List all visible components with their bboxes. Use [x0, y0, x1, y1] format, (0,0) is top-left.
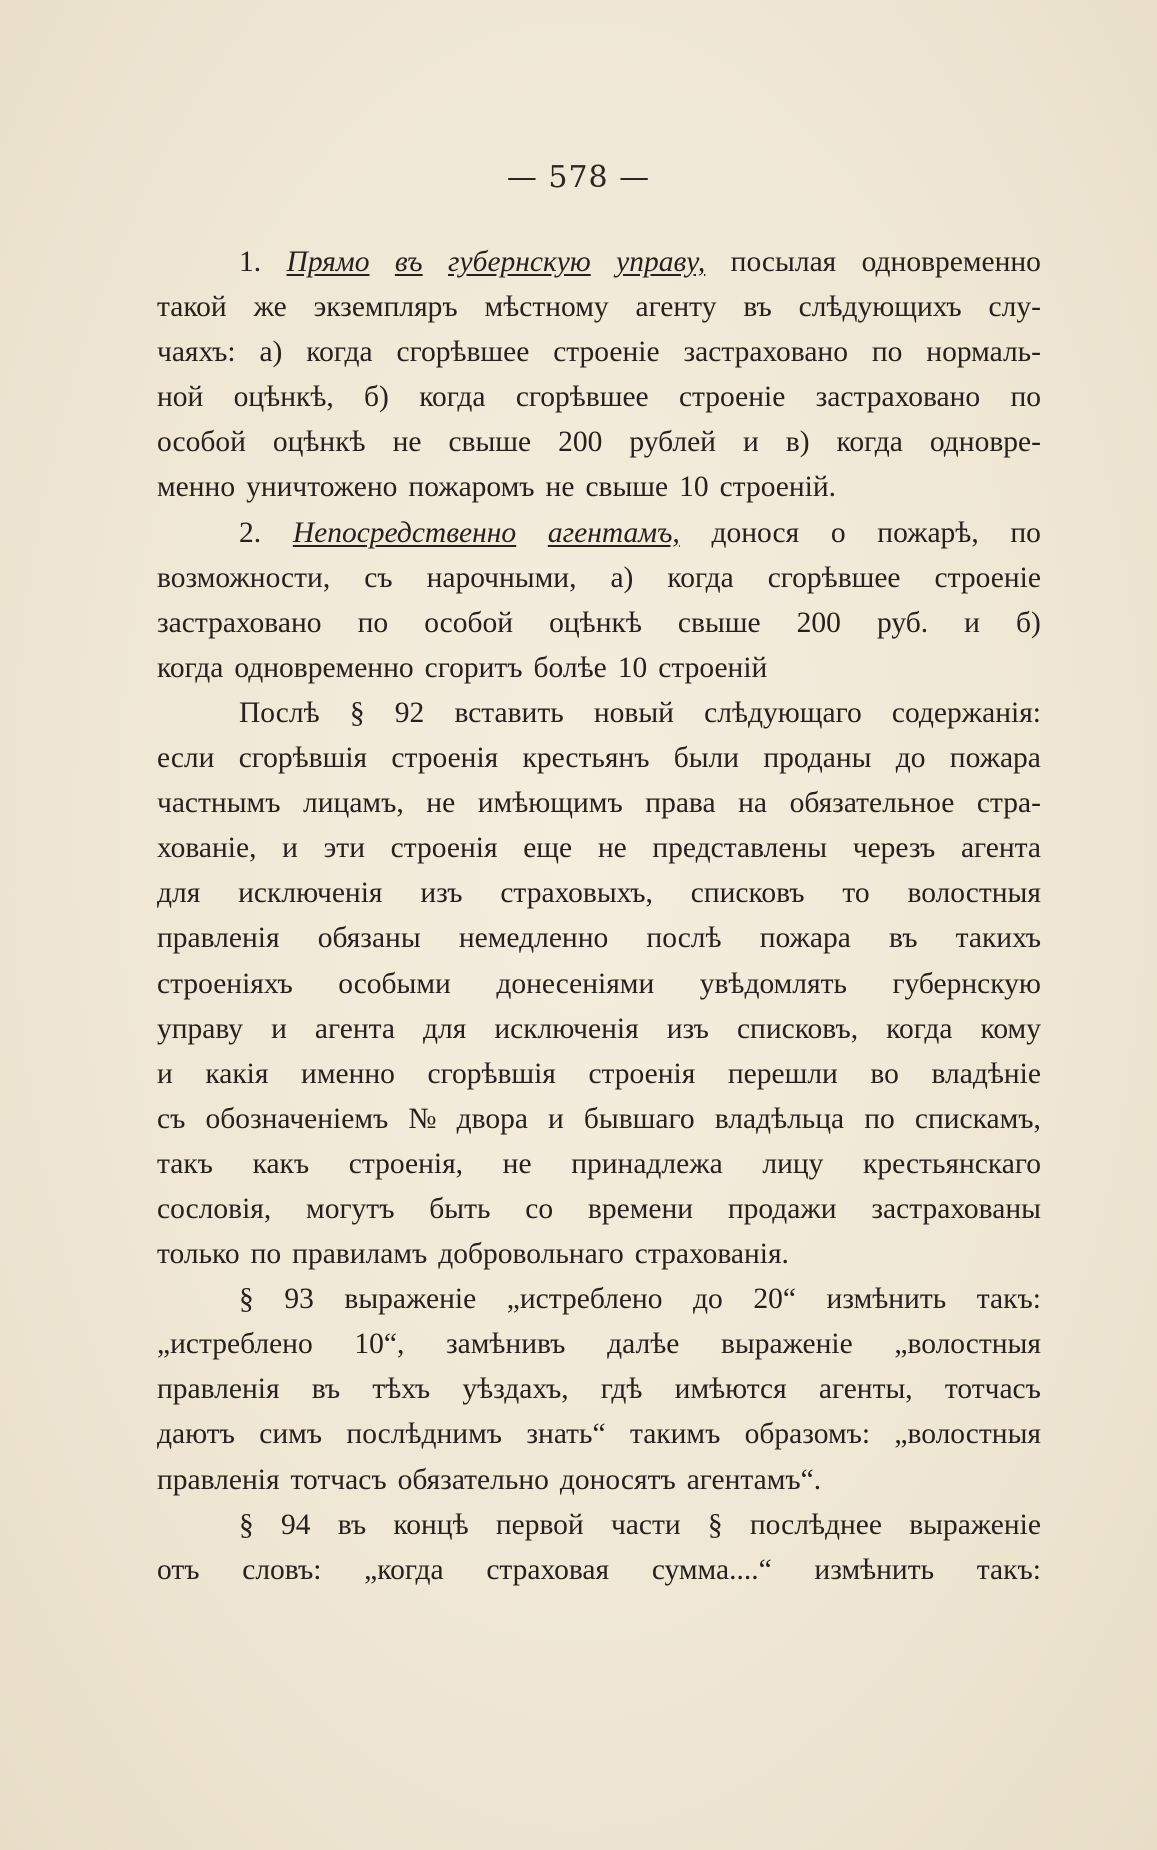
word: застраховано — [815, 381, 981, 414]
word: такъ: — [976, 1553, 1041, 1586]
word: не — [502, 1147, 532, 1180]
word: по — [1010, 516, 1041, 549]
word: эти — [323, 832, 365, 865]
word: руб. — [876, 606, 929, 639]
word: въ — [743, 291, 772, 324]
word: правиламъ — [292, 1238, 428, 1271]
word: чаяхъ: — [157, 336, 236, 369]
word: такъ — [157, 1147, 213, 1180]
word: возможности, — [157, 561, 331, 594]
word: и — [282, 832, 298, 865]
word: пожарѣ, — [877, 516, 979, 549]
word: съ — [364, 561, 393, 594]
word: и — [964, 606, 980, 639]
word: исключенія — [238, 877, 383, 910]
word: знать“ — [526, 1418, 606, 1451]
word: 92 — [394, 696, 425, 729]
word: со — [525, 1192, 554, 1225]
text-line — [157, 781, 1041, 826]
word: сгорѣвшія — [238, 742, 368, 775]
word: строеніе — [553, 336, 660, 369]
word: добровольнаго — [438, 1238, 624, 1271]
word: а) — [259, 336, 283, 369]
word: обязательно — [397, 1463, 549, 1496]
italic-word: въ — [394, 246, 423, 278]
word: свыше — [448, 426, 532, 459]
word: двора — [456, 1102, 528, 1135]
word: крестьянъ — [522, 742, 650, 775]
text-line — [157, 1458, 1041, 1503]
word: спискамъ, — [914, 1102, 1041, 1135]
word: правленія — [157, 922, 280, 955]
word: слѣдующихъ — [798, 291, 962, 324]
word: именно — [301, 1057, 395, 1090]
text-line — [157, 1232, 1041, 1277]
word: строеніе — [678, 381, 786, 414]
word: симъ — [259, 1418, 323, 1451]
word: б) — [1016, 606, 1041, 639]
word: сгоритъ — [424, 651, 523, 684]
word: представлены — [652, 832, 828, 865]
word: свыше — [585, 471, 669, 504]
word: строенія — [390, 832, 498, 865]
word: страховая — [486, 1553, 610, 1586]
word: и — [271, 1012, 287, 1045]
text-line — [157, 465, 1041, 510]
word: лицу — [762, 1147, 824, 1180]
text-line — [157, 1412, 1041, 1457]
word: по — [871, 336, 903, 369]
word: и — [742, 426, 759, 459]
word: § — [239, 1283, 254, 1316]
text-line — [157, 916, 1041, 961]
word: измѣнить — [826, 1283, 947, 1316]
text-line — [157, 1142, 1041, 1187]
word: сгорѣвшія — [427, 1057, 556, 1090]
word: еще — [523, 832, 573, 865]
word: 94 — [280, 1508, 311, 1541]
text-line — [157, 601, 1041, 646]
word: такихъ — [955, 922, 1041, 955]
word: изъ — [666, 1012, 709, 1045]
word: обязаны — [317, 922, 421, 955]
word: когда — [886, 1012, 953, 1045]
word: тотчасъ — [290, 1463, 387, 1496]
word: нарочными, — [426, 561, 577, 594]
word: 200 — [558, 426, 603, 459]
word: сумма....“ — [651, 1553, 772, 1586]
word: оцѣнкѣ — [549, 606, 642, 639]
word: времени — [587, 1192, 694, 1225]
word: свыше — [677, 606, 761, 639]
word: по — [1010, 381, 1041, 414]
word: нормаль- — [926, 336, 1041, 369]
word: „волостныя — [894, 1328, 1041, 1361]
word: если — [157, 742, 215, 775]
word: особой — [157, 426, 246, 459]
page-number: — 578 — — [506, 160, 651, 195]
word: въ — [337, 1508, 367, 1541]
word: такой — [157, 291, 227, 324]
word: рублей — [629, 426, 716, 459]
word: проданы — [763, 742, 872, 775]
word: 200 — [796, 606, 841, 639]
word: 10 — [617, 651, 648, 684]
word: принадлежа — [571, 1147, 723, 1180]
word: списковъ, — [736, 1012, 859, 1045]
word: застраховано — [157, 606, 322, 639]
word: Послѣ — [239, 696, 320, 729]
word: вставить — [454, 696, 564, 729]
italic-word: Непосредственно — [292, 516, 517, 549]
word: сгорѣвшее — [767, 561, 901, 594]
word: концѣ — [393, 1508, 469, 1541]
word: даютъ — [157, 1418, 235, 1451]
word: послѣднимъ — [346, 1418, 503, 1451]
word: когда — [157, 651, 224, 684]
word: лицамъ, — [303, 787, 404, 820]
word: слѣдующаго — [704, 696, 862, 729]
text-line — [157, 736, 1041, 781]
word: и — [157, 1057, 173, 1090]
word: агентамъ“. — [686, 1463, 822, 1496]
word: менно — [157, 471, 236, 504]
word: новый — [593, 696, 674, 729]
word: выраженіе — [344, 1283, 477, 1316]
word: были — [673, 742, 740, 775]
word: 10“, — [354, 1328, 405, 1361]
text-line — [157, 285, 1041, 330]
italic-word: губернскую — [448, 246, 591, 278]
text-line — [157, 1322, 1041, 1367]
word: имѣются — [674, 1373, 787, 1406]
word: черезъ — [852, 832, 936, 865]
word: строенія — [588, 1057, 696, 1090]
word: когда — [419, 381, 486, 414]
word: первой — [495, 1508, 584, 1541]
text-line — [157, 511, 1041, 556]
word: одновременно — [234, 651, 414, 684]
word: въ — [889, 922, 918, 955]
word: строеніе — [934, 561, 1041, 594]
word: до — [693, 1283, 723, 1316]
word: особыми — [338, 967, 451, 1000]
italic-word: Прямо — [286, 246, 370, 278]
word: „истреблено — [506, 1283, 663, 1316]
word: продажи — [727, 1192, 837, 1225]
word: ной — [157, 381, 204, 414]
word: 2. — [239, 516, 262, 549]
word: образомъ: — [744, 1418, 871, 1451]
word: сгорѣвшее — [515, 381, 649, 414]
word: быть — [429, 1192, 491, 1225]
text-line — [157, 1503, 1041, 1548]
word: исключенія — [494, 1012, 639, 1045]
word: § — [349, 696, 365, 729]
body-text — [157, 240, 1041, 1593]
word: когда — [836, 426, 903, 459]
word: пожара — [949, 742, 1041, 775]
word: не — [426, 787, 456, 820]
word: съ — [157, 1102, 186, 1135]
word: когда — [667, 561, 734, 594]
word: „когда — [364, 1553, 444, 1586]
word: въ — [311, 1373, 341, 1406]
word: губернскую — [892, 967, 1041, 1000]
word: стра- — [976, 787, 1041, 820]
word: послѣднее — [749, 1508, 882, 1541]
word: по — [357, 606, 389, 639]
word: хованіе, — [157, 832, 257, 865]
word: по — [250, 1238, 282, 1271]
word: не — [597, 832, 627, 865]
text-line — [157, 962, 1041, 1007]
word: агенты, — [818, 1373, 913, 1406]
word: увѣдомлять — [699, 967, 847, 1000]
text-line — [157, 420, 1041, 465]
word: болѣе — [533, 651, 607, 684]
word: имѣющимъ — [477, 787, 623, 820]
word: замѣнивъ — [445, 1328, 566, 1361]
text-line — [157, 826, 1041, 871]
word: тотчасъ — [944, 1373, 1041, 1406]
word: обязательное — [789, 787, 955, 820]
text-line — [157, 871, 1041, 916]
word: такъ: — [976, 1283, 1041, 1316]
word: то — [842, 877, 870, 910]
word: правленія — [157, 1373, 280, 1406]
word: не — [392, 426, 422, 459]
word: на — [738, 787, 768, 820]
word: слу- — [988, 291, 1041, 324]
text-line — [157, 556, 1041, 601]
word: пожара — [759, 922, 851, 955]
word: уѣздахъ, — [462, 1373, 569, 1406]
word: б) — [364, 381, 389, 414]
word: одновре- — [929, 426, 1041, 459]
text-line — [157, 330, 1041, 375]
word: оцѣнкѣ — [272, 426, 366, 459]
word: в) — [785, 426, 810, 459]
word: и — [548, 1102, 564, 1135]
word: особой — [424, 606, 514, 639]
word: обозначеніемъ — [205, 1102, 389, 1135]
word: сословія, — [157, 1192, 272, 1225]
word: о — [830, 516, 846, 549]
word: волостныя — [907, 877, 1041, 910]
word: строеній. — [719, 471, 837, 504]
word: пожаромъ — [408, 471, 535, 504]
word: строеній — [658, 651, 768, 684]
text-line — [157, 646, 1041, 691]
text-line — [157, 1097, 1041, 1142]
word: донося — [711, 516, 800, 549]
word: „волостныя — [894, 1418, 1041, 1451]
word: § — [707, 1508, 723, 1541]
word: измѣнить — [814, 1553, 935, 1586]
word: не — [545, 471, 575, 504]
text-line — [157, 1052, 1041, 1097]
word: отъ — [157, 1553, 200, 1586]
text-line — [157, 1187, 1041, 1232]
word: гдѣ — [600, 1373, 643, 1406]
word: части — [610, 1508, 681, 1541]
word: послѣ — [646, 922, 722, 955]
word: до — [895, 742, 926, 775]
word: изъ — [420, 877, 463, 910]
word: выраженіе — [720, 1328, 853, 1361]
word: № — [408, 1102, 437, 1135]
word: выраженіе — [909, 1508, 1041, 1541]
text-line — [157, 691, 1041, 736]
word: владѣльца — [714, 1102, 845, 1135]
word: для — [157, 877, 201, 910]
word: строеніяхъ — [157, 967, 293, 1000]
word: для — [422, 1012, 467, 1045]
italic-word: агентамъ, — [547, 516, 680, 549]
word: уничтожено — [246, 471, 398, 504]
word: застрахованы — [871, 1192, 1041, 1225]
word: далѣе — [607, 1328, 680, 1361]
word: а) — [610, 561, 634, 594]
word: 1. — [239, 246, 262, 278]
word: доносятъ — [559, 1463, 676, 1496]
word: сгорѣвшее — [396, 336, 530, 369]
word: во — [870, 1057, 899, 1090]
word: агента — [960, 832, 1041, 865]
word: 93 — [284, 1283, 314, 1316]
word: мѣстному — [484, 291, 609, 324]
word: по — [864, 1102, 895, 1135]
word: агенту — [635, 291, 717, 324]
word: экземпляръ — [313, 291, 458, 324]
text-line — [157, 1007, 1041, 1052]
word: права — [645, 787, 716, 820]
word: правленія — [157, 1463, 280, 1496]
word: когда — [306, 336, 373, 369]
word: словъ: — [242, 1553, 322, 1586]
word: только — [157, 1238, 240, 1271]
text-line — [157, 1367, 1041, 1412]
text-line — [157, 375, 1041, 420]
word: бывшаго — [583, 1102, 695, 1135]
word: частнымъ — [157, 787, 281, 820]
word: посылая — [730, 246, 837, 278]
word: содержанія: — [891, 696, 1041, 729]
word: могутъ — [306, 1192, 395, 1225]
word: немедленно — [458, 922, 609, 955]
word: какія — [205, 1057, 269, 1090]
word: крестьянскаго — [863, 1147, 1041, 1180]
word: агента — [314, 1012, 395, 1045]
word: перешли — [727, 1057, 838, 1090]
word: какъ — [252, 1147, 310, 1180]
word: 10 — [679, 471, 709, 504]
word: одновременно — [861, 246, 1041, 278]
word: тѣхъ — [372, 1373, 431, 1406]
word: § — [239, 1508, 254, 1541]
word: застраховано — [683, 336, 848, 369]
italic-word: управу, — [616, 246, 706, 278]
word: управу — [157, 1012, 244, 1045]
text-line — [157, 1277, 1041, 1322]
word: 20“ — [753, 1283, 796, 1316]
word: же — [253, 291, 287, 324]
text-line — [157, 240, 1041, 285]
word: кому — [980, 1012, 1041, 1045]
word: донесеніями — [496, 967, 655, 1000]
word: владѣніе — [931, 1057, 1041, 1090]
text-line — [157, 1548, 1041, 1593]
word: страховыхъ, — [500, 877, 653, 910]
word: такимъ — [629, 1418, 721, 1451]
word: „истреблено — [157, 1328, 313, 1361]
word: строенія — [391, 742, 499, 775]
word: оцѣнкѣ, — [233, 381, 334, 414]
word: строенія, — [348, 1147, 464, 1180]
word: списковъ — [690, 877, 805, 910]
word: страхованія. — [634, 1238, 789, 1271]
